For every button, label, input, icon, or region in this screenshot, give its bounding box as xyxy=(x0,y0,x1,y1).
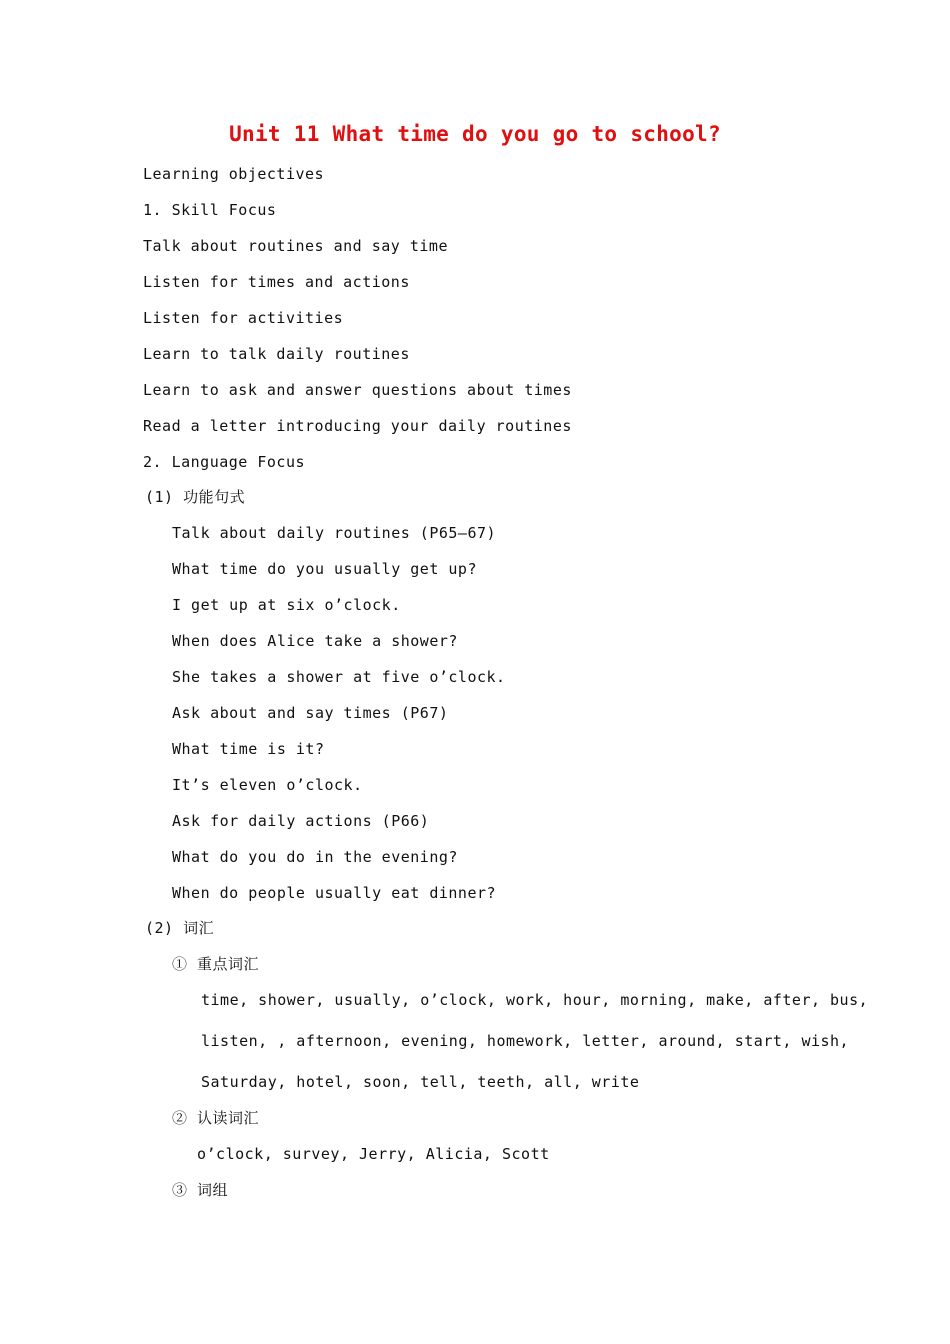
skill-item: Talk about routines and say time xyxy=(143,237,448,255)
recognition-vocabulary-line: o’clock, survey, Jerry, Alicia, Scott xyxy=(197,1145,550,1163)
function-line: What time is it? xyxy=(172,740,325,758)
phrases-heading: ③ 词组 xyxy=(172,1181,229,1199)
skill-item: Learn to talk daily routines xyxy=(143,345,410,363)
key-vocabulary-heading: ① 重点词汇 xyxy=(172,955,260,973)
document-title: Unit 11 What time do you go to school? xyxy=(229,122,721,146)
key-vocabulary-line: time, shower, usually, o’clock, work, hour, morning, make, after, bus, xyxy=(201,991,869,1009)
function-line: It’s eleven o’clock. xyxy=(172,776,363,794)
function-line: Talk about daily routines (P65—67) xyxy=(172,524,497,542)
language-focus-heading: 2. Language Focus xyxy=(143,453,306,471)
functions-heading: (1) 功能句式 xyxy=(145,488,246,506)
learning-objectives-heading: Learning objectives xyxy=(143,165,325,183)
skill-item: Listen for times and actions xyxy=(143,273,410,291)
function-line: Ask for daily actions (P66) xyxy=(172,812,430,830)
function-line: When does Alice take a shower? xyxy=(172,632,458,650)
skill-item: Learn to ask and answer questions about times xyxy=(143,381,572,399)
function-line: Ask about and say times (P67) xyxy=(172,704,449,722)
skill-focus-heading: 1. Skill Focus xyxy=(143,201,277,219)
key-vocabulary-line: Saturday, hotel, soon, tell, teeth, all, write xyxy=(201,1073,640,1091)
function-line: What time do you usually get up? xyxy=(172,560,477,578)
function-line: What do you do in the evening? xyxy=(172,848,458,866)
function-line: I get up at six o’clock. xyxy=(172,596,401,614)
skill-item: Listen for activities xyxy=(143,309,344,327)
function-line: When do people usually eat dinner? xyxy=(172,884,497,902)
vocabulary-heading: (2) 词汇 xyxy=(145,919,215,937)
recognition-vocabulary-heading: ② 认读词汇 xyxy=(172,1109,260,1127)
function-line: She takes a shower at five o’clock. xyxy=(172,668,506,686)
skill-item: Read a letter introducing your daily routines xyxy=(143,417,572,435)
key-vocabulary-line: listen, , afternoon, evening, homework, letter, around, start, wish, xyxy=(201,1032,850,1050)
